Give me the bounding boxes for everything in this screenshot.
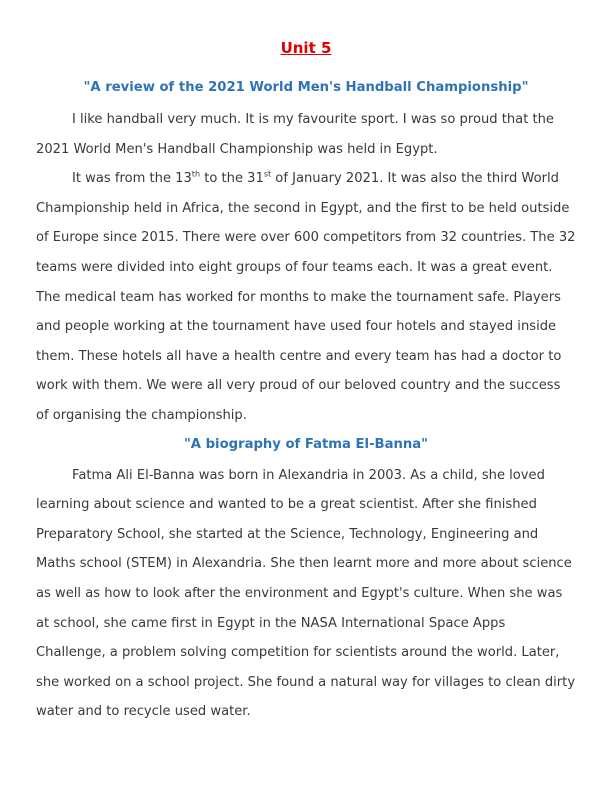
para2-text-3: of January 2021. It was also the third World Championship held in Africa, the second in Egypt, and the first to be held outside of Europe since 2015. There were over 600 competitors from 32 countries. The 32 teams were divided into eight groups of four teams each. It was a great event. The medical team has worked for months to make the tournament safe. Players and people working at the tournament have used four hotels and stayed inside them. These hotels all have a health centre and every team has had a doctor to work with them. We were all very proud of our beloved country and the success of organising the championship. bbox=[36, 171, 576, 423]
unit-title: Unit 5 bbox=[280, 39, 332, 57]
superscript-st: st bbox=[263, 169, 272, 179]
handball-paragraph-2 bbox=[36, 164, 576, 430]
document-page bbox=[36, 34, 576, 727]
section-title-biography: "A biography of Fatma El-Banna" bbox=[183, 436, 429, 452]
section-title-handball-review: "A review of the 2021 World Men's Handball Championship" bbox=[83, 80, 529, 95]
biography-paragraph: Fatma Ali El-Banna was born in Alexandria in 2003. As a child, she loved learning about science and wanted to be a great scientist. After she finished Preparatory School, she started at the Science, Technology, Engineering and Maths school (STEM) in Alexandria. She then learnt more and more about science as well as how to look after the environment and Egypt's culture. When she was at school, she came first in Egypt in the NASA International Space Apps Challenge, a problem solving competition for scientists around the world. Later, she worked on a school project. She found a natural way for villages to clean dirty water and to recycle used water. bbox=[36, 467, 576, 720]
para2-text-1: It was from the 13 bbox=[72, 171, 192, 187]
para2-text-2: to the 31 bbox=[200, 171, 264, 187]
handball-paragraph-1: I like handball very much. It is my favourite sport. I was so proud that the 2021 World Men's Handball Championship was held in Egypt. bbox=[36, 112, 554, 157]
superscript-th: th bbox=[191, 169, 201, 179]
